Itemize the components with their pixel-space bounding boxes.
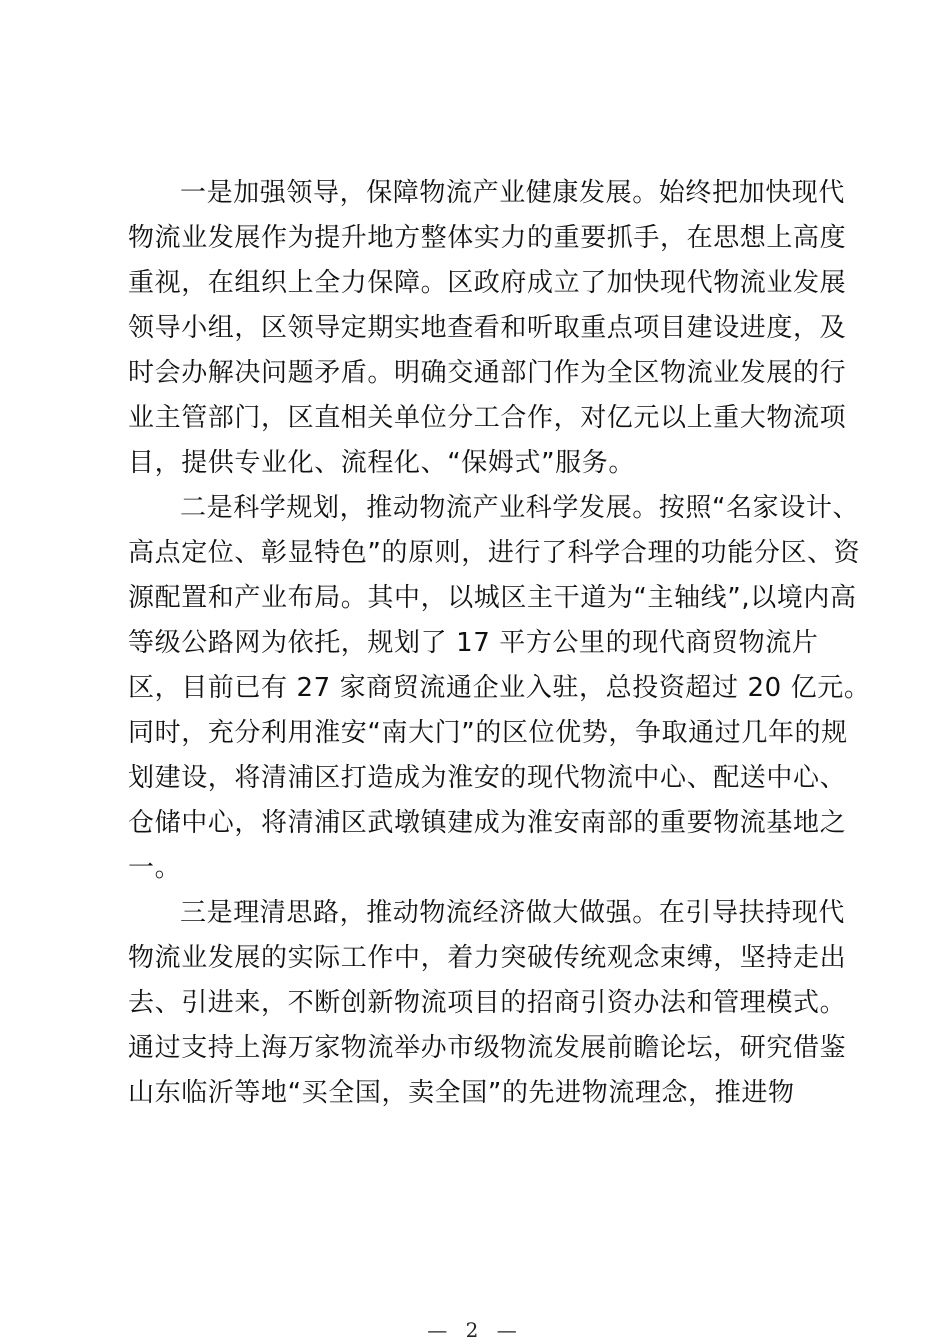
paragraph-3-line-5: 山东临沂等地“买全国，卖全国”的先进物流理念，推进物: [128, 1078, 795, 1108]
paragraph-2-line-5: 区，目前已有 27 家商贸流通企业入驻，总投资超过 20 亿元。: [128, 673, 871, 703]
paragraph-1-line-1: 一是加强领导，保障物流产业健康发展。始终把加快现代: [180, 178, 846, 208]
paragraph-1-line-2: 物流业发展作为提升地方整体实力的重要抓手，在思想上高度: [128, 223, 847, 253]
paragraph-3-line-4: 通过支持上海万家物流举办市级物流发展前瞻论坛，研究借鉴: [128, 1033, 847, 1063]
paragraph-2-line-2: 高点定位、彰显特色”的原则，进行了科学合理的功能分区、资: [128, 538, 861, 568]
paragraph-1-line-5: 时会办解决问题矛盾。明确交通部门作为全区物流业发展的行: [128, 358, 847, 388]
paragraph-1-line-6: 业主管部门，区直相关单位分工合作，对亿元以上重大物流项: [128, 403, 847, 433]
paragraph-2-line-9: 一。: [128, 853, 182, 883]
paragraph-2-line-1: 二是科学规划，推动物流产业科学发展。按照“名家设计、: [180, 493, 860, 523]
paragraph-3-line-2: 物流业发展的实际工作中，着力突破传统观念束缚，坚持走出: [128, 943, 847, 973]
paragraph-2-line-3: 源配置和产业布局。其中，以城区主干道为“主轴线”,以境内高: [128, 583, 857, 613]
paragraph-2-line-7: 划建设，将清浦区打造成为淮安的现代物流中心、配送中心、: [128, 763, 847, 793]
paragraph-1-line-7: 目，提供专业化、流程化、“保姆式”服务。: [128, 448, 635, 478]
paragraph-2-line-6: 同时，充分利用淮安“南大门”的区位优势，争取通过几年的规: [128, 718, 848, 748]
paragraph-3-line-3: 去、引进来，不断创新物流项目的招商引资办法和管理模式。: [128, 988, 847, 1018]
paragraph-1-line-3: 重视，在组织上全力保障。区政府成立了加快现代物流业发展: [128, 268, 847, 298]
page-number: — 2 —: [427, 1318, 523, 1342]
paragraph-2-line-4: 等级公路网为依托，规划了 17 平方公里的现代商贸物流片: [128, 628, 819, 658]
paragraph-2-line-8: 仓储中心，将清浦区武墩镇建成为淮安南部的重要物流基地之: [128, 808, 847, 838]
paragraph-3-line-1: 三是理清思路，推动物流经济做大做强。在引导扶持现代: [180, 898, 846, 928]
paragraph-1-line-4: 领导小组，区领导定期实地查看和听取重点项目建设进度，及: [128, 313, 847, 343]
